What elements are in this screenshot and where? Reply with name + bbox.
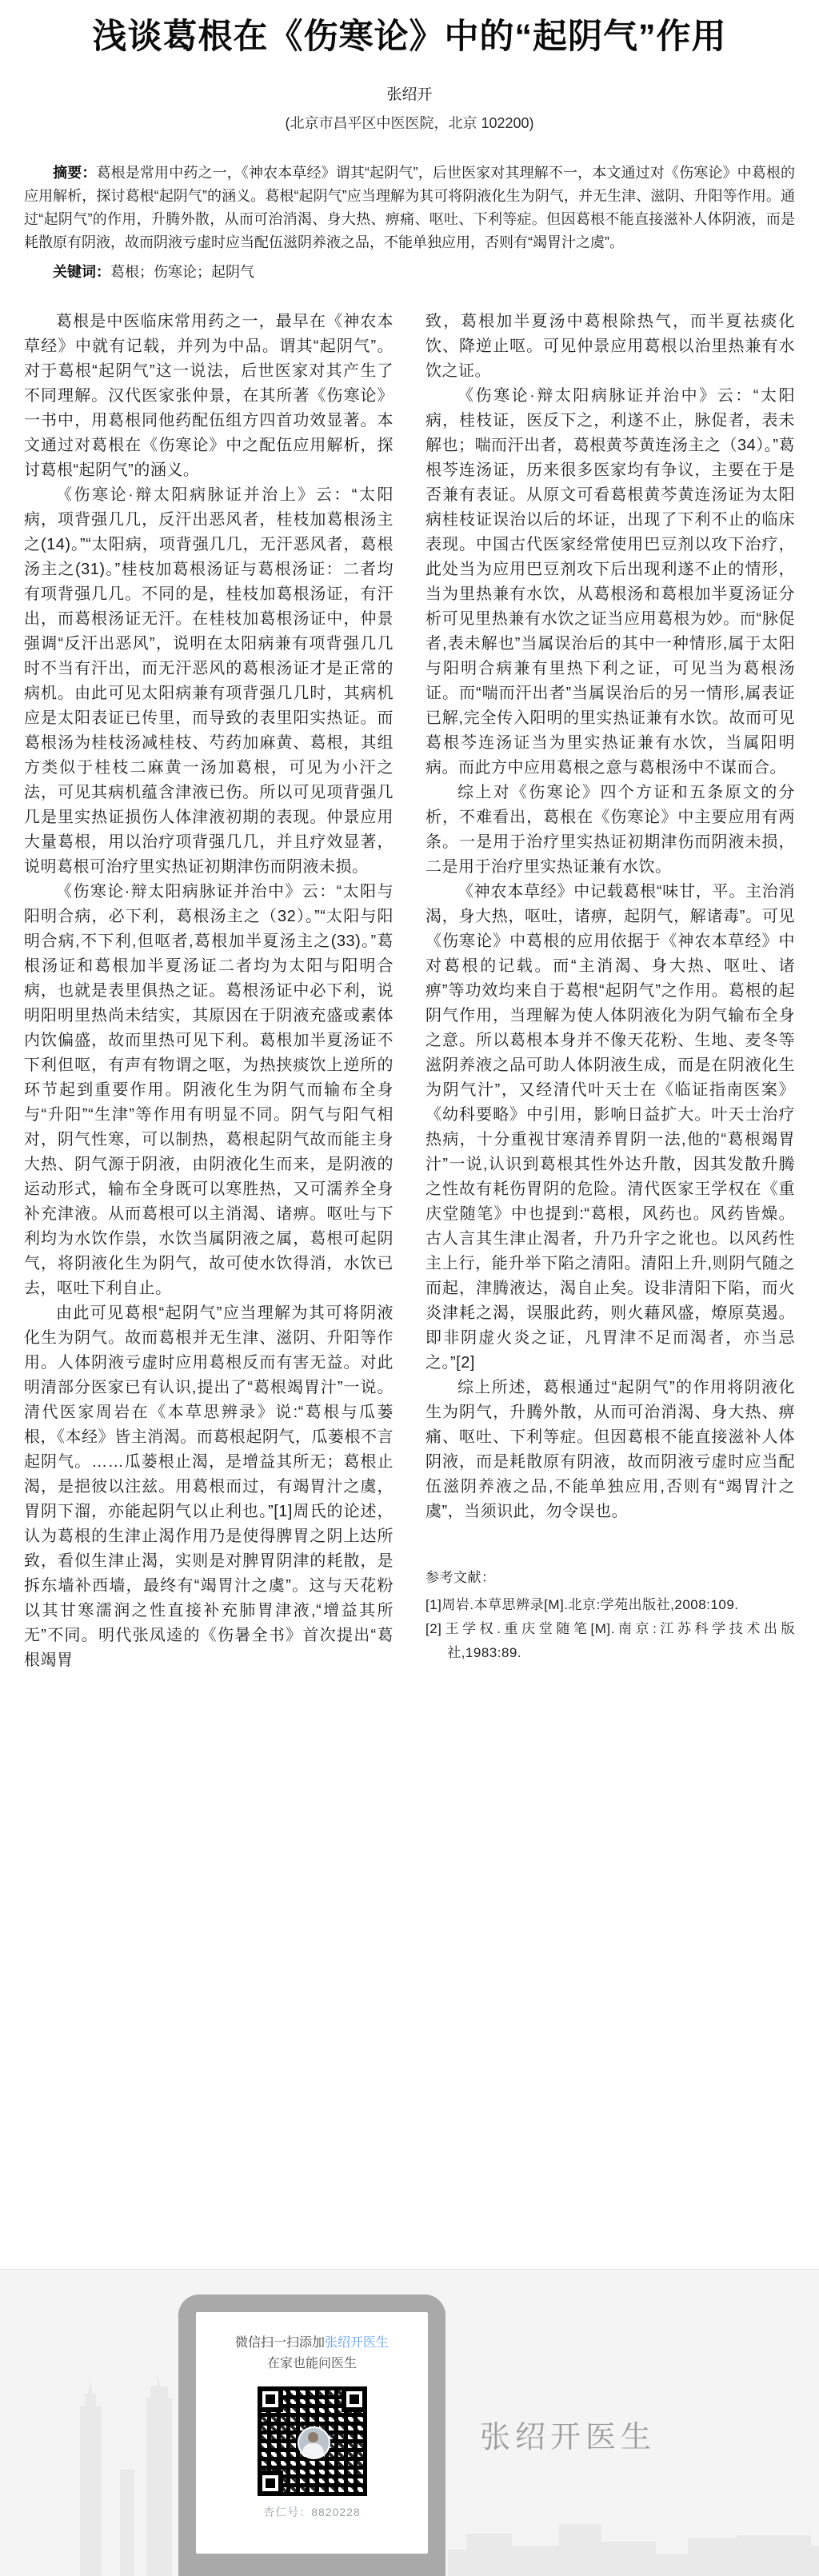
author-name: 张绍开 (386, 86, 433, 104)
paragraph: 综上所述，葛根通过“起阴气”的作用将阴液化生为阴气，升腾外散，从而可治消渴、身大热、痹痛、呕吐、下利等症。但因葛根不能直接滋补人体阴液，而是耗散原有阴液，故而阴液亏虚时应当配伍滋阴养液之品,不能单独应用,否则有“竭胃汁之虞”，当须识此，勿令误也。 (425, 1379, 795, 1521)
paragraph: 致，葛根加半夏汤中葛根除热气，而半夏祛痰化饮、降逆止呕。可见仲景应用葛根以治里热兼有水饮之证。 (425, 313, 795, 381)
avatar (298, 2426, 330, 2459)
qr-finder-icon (258, 2386, 283, 2412)
promo-footer (0, 2269, 819, 2576)
paragraph: 由此可见葛根“起阴气”应当理解为其可将阴液化生为阴气。故而葛根并无生津、滋阴、升阳等作用。人体阴液亏虚时应用葛根反而有害无益。对此明清部分医家已有认识,提出了“葛根竭胃汁”一说。清代医家周岩在《本草思辨录》说:“葛根与瓜蒌根，《本经》皆主消渴。而葛根起阴气，瓜蒌根不言起阴气。……瓜蒌根止渴，是增益其所无；葛根止渴，是挹彼以注兹。用葛根而过，有竭胃汁之虞，胃阴下溜，亦能起阴气以止利也。”[1]周氏的论述，认为葛根的生津止渴作用乃是使得脾胃之阴上达所致，看似生津止渴，实则是对脾胃阴津的耗散，是拆东墙补西墙，最终有“竭胃汁之虞”。这与天花粉以其甘寒濡润之性直接补充肺胃津液,“增益其所无”不同。明代张凤逵的《伤暑全书》首次提出“葛根竭胃 (24, 1304, 394, 1670)
ask-doctor-text: 在家也能问医生 (266, 2357, 357, 2370)
page-title: 浅谈葛根在《伤寒论》中的“起阴气”作用 (92, 18, 727, 56)
article-body (24, 310, 795, 1673)
paragraph: 《伤寒论·辩太阳病脉证并治中》云：“太阳与阳明合病，必下利，葛根汤主之（32）。”“太阳与阳明合病,不下利,但呕者,葛根加半夏汤主之(33)。”葛根汤证和葛根加半夏汤证二者均为太阳与阳明合病，也就是表里俱热之证。葛根汤证中必下利，说明阳明里热尚未结实，其原因在于阴液充盛或素体内饮偏盛，故而里热可见下利。葛根加半夏汤证不下利但呕，有声有物谓之呕，为热挟痰饮上逆所的环节起到重要作用。阴液化生为阴气而输布全身与“升阳”“生津”等作用有明显不同。阴气与阳气相对，阴气性寒，可以制热，葛根起阴气故而能主身大热、阴气源于阴液，由阴液化生而来，是阴液的运动形式，输布全身既可以寒胜热，又可濡养全身补充津液。从而葛根可以主消渴、诸痹。呕吐与下利均为水饮作祟，水饮当属阴液之属，葛根可起阴气，将阴液化生为阴气，故可使水饮得消，水饮已去，呕吐下利自止。 (24, 883, 394, 1298)
qr-caption: 杏仁号：8820228 (263, 2506, 361, 2518)
paragraph: 葛根是中医临床常用药之一，最早在《神农本草经》中就有记载，并列为中品。谓其“起阴气”。对于葛根“起阴气”这一说法，后世医家对其产生了不同理解。汉代医家张仲景，在其所著《伤寒论》一书中，用葛根同他药配伍组方四首功效显著。本文通过对葛根在《伤寒论》中之配伍应用解析，探讨葛根“起阴气”的涵义。 (24, 313, 394, 480)
references-title: 参考文献： (425, 1570, 496, 1586)
qr-code (258, 2386, 367, 2496)
abstract (24, 162, 795, 254)
paragraph: 《神农本草经》中记载葛根“味甘，平。主治消渴，身大热，呕吐，诸痹，起阴气，解诸毒”。可见《伤寒论》中葛根的应用依据于《神农本草经》中对葛根的记载。而“主消渴、身大热、呕吐、诸痹”等功效均来自于葛根“起阴气”之作用。葛根的起阴气作用，当理解为使人体阴液化为阴气输布全身之意。所以葛根本身并不像天花粉、生地、麦冬等滋阴养液之品可助人体阴液生成，而是在阴液化生为阴气汁”，又经清代叶天士在《临证指南医案》《幼科要略》中引用，影响日益扩大。叶天士治疗热病，十分重视甘寒清养胃阴一法,他的“葛根竭胃汁”一说,认识到葛根其性外达升散，因其发散升腾之性故有耗伤胃阴的危险。清代医家王学权在《重庆堂随笔》中也提到:“葛根，风药也。风药皆燥。古人言其生津止渴者，升乃升字之讹也。以风药性主上行，能升举下陷之清阳。清阳上升,则阴气随之而起，津腾液达，渴自止矣。设非清阳下陷，而火炎津耗之渴，误服此药，则火藉风盛，燎原莫遏。即非阴虚火炎之证，凡胃津不足而渴者，亦当忌之。”[2] (425, 883, 795, 1372)
doctor-name-watermark: 张绍开医生 (480, 2421, 657, 2454)
references-section (425, 1566, 795, 1665)
abstract-text: 葛根是常用中药之一，《神农本草经》谓其“起阴气”，后世医家对其理解不一，本文通过对《伤寒论》中葛根的应用解析，探讨葛根“起阴气”的涵义。葛根“起阴气”应当理解为其可将阴液化生为阴气，并无生津、滋阴、升阳等作用。通过“起阴气”的作用，升腾外散，从而可治消渴、身大热、痹痛、呕吐、下利等症。但因葛根不能直接滋补人体阴液，而是耗散原有阴液，故而阴液亏虚时应当配伍滋阴养液之品，不能单独应用，否则有“竭胃汁之虞”。 (24, 165, 796, 251)
keywords-line (24, 261, 795, 284)
keywords-label: 关键词： (53, 264, 110, 281)
reference-item: [1]周岩.本草思辨录[M].北京:学苑出版社,2008:109. (425, 1597, 739, 1613)
reference-item: [2]王学权.重庆堂随笔[M].南京:江苏科学技术出版社,1983:89. (425, 1621, 795, 1661)
paragraph: 《伤寒论·辩太阳病脉证并治上》云：“太阳病，项背强几几，反汗出恶风者，桂枝加葛根汤主之(14)。”“太阳病，项背强几几，无汗恶风者，葛根汤主之(31)。”桂枝加葛根汤证与葛根汤证：二者均有项背强几几。不同的是，桂枝加葛根汤证，有汗出，而葛根汤证无汗。在桂枝加葛根汤证中，仲景强调“反汗出恶风”，说明在太阳病兼有项背强几几时不当有汗出，而无汗恶风的葛根汤证才是正常的病机。由此可见太阳病兼有项背强几几时，其病机应是太阳表证已传里，而导致的表里阳实热证。而葛根汤为桂枝汤减桂枝、芍药加麻黄、葛根，其组方类似于桂枝二麻黄一汤加葛根，可见为小汗之法，可见其病机蕴含津液已伤。所以可见项背强几几是里实热证损伤人体津液初期的表现。仲景应用大量葛根，用以治疗项背强几几，并且疗效显著，说明葛根可治疗里实热证初期津伤而阴液未损。 (24, 486, 394, 877)
right-column (425, 310, 795, 1673)
paragraph: 综上对《伤寒论》四个方证和五条原文的分析，不难看出，葛根在《伤寒论》中主要应用有两条。一是用于治疗里实热证初期津伤而阴液未损，二是用于治疗里实热证兼有水饮。 (425, 784, 795, 877)
abstract-label: 摘要： (53, 165, 97, 182)
scan-hint-text (196, 2334, 428, 2352)
phone-screen (196, 2312, 428, 2554)
scan-hint-prefix: 微信扫一扫添加 (234, 2336, 325, 2350)
keywords-text: 葛根；伤寒论；起阴气 (110, 264, 254, 281)
qr-finder-icon (342, 2386, 367, 2412)
doctor-link[interactable]: 张绍开医生 (325, 2336, 390, 2350)
paragraph: 《伤寒论·辩太阳病脉证并治中》云：“太阳病，桂枝证，医反下之，利遂不止，脉促者，表未解也；喘而汗出者，葛根黄芩黄连汤主之（34）。”葛根芩连汤证，历来很多医家均有争议，主要在于是否兼有表证。从原文可看葛根黄芩黄连汤证为太阳病桂枝证误治以后的坏证，出现了下利不止的临床表现。中国古代医家经常使用巴豆剂以攻下治疗，此处当为应用巴豆剂攻下后出现利遂不止的情形，当为里热兼有水饮，从葛根汤和葛根加半夏汤证分析可见里热兼有水饮之证当应用葛根为妙。而“脉促者,表未解也”当属误治后的其中一种情形,属于太阳与阳明合病兼有里热下利之证，可见当为葛根汤证。而“喘而汗出者”当属误治后的另一情形,属表证已解,完全传入阳明的里实热证兼有水饮。故而可见葛根芩连汤证当为里实热证兼有水饮，当属阳明病。而此方中应用葛根之意与葛根汤中不谋而合。 (425, 387, 795, 777)
left-column (24, 310, 394, 1673)
qr-finder-icon (258, 2470, 283, 2496)
phone-mockup (178, 2294, 445, 2576)
author-affiliation: (北京市昌平区中医医院，北京 102200) (285, 115, 534, 132)
